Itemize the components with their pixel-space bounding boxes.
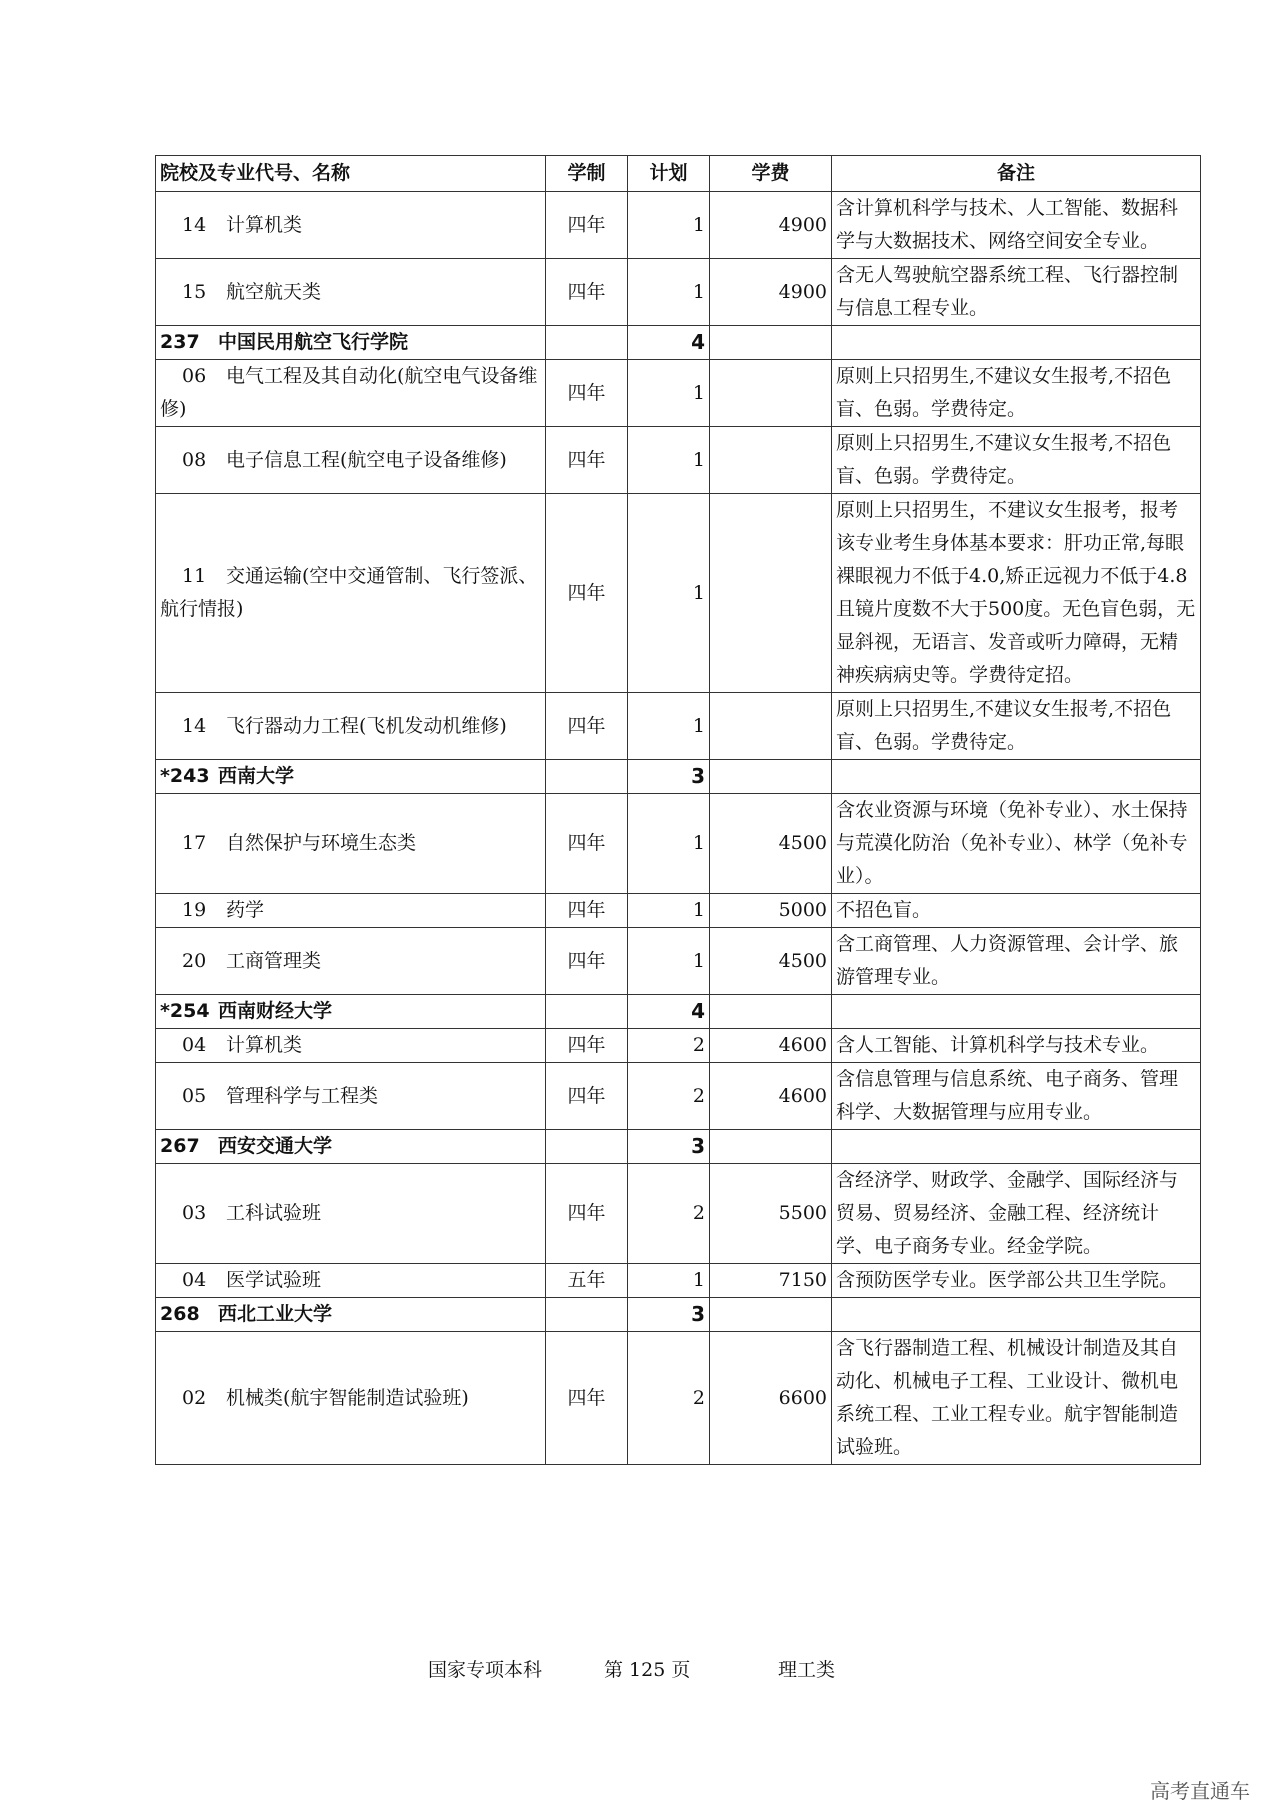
school-years-cell (546, 1130, 628, 1164)
major-row (156, 794, 1201, 894)
major-name-cell (156, 360, 546, 427)
major-plan-cell: 1 (628, 427, 710, 494)
major-years-cell: 五年 (546, 1264, 628, 1298)
school-note-cell (832, 326, 1201, 360)
major-years-cell: 四年 (546, 1063, 628, 1130)
major-code: 04 (182, 1034, 207, 1056)
school-row (156, 760, 1201, 794)
major-code: 15 (182, 280, 207, 303)
major-plan-cell: 1 (628, 259, 710, 326)
major-plan-cell: 1 (628, 894, 710, 928)
major-row (156, 259, 1201, 326)
school-name-cell (156, 326, 546, 360)
major-plan-cell: 2 (628, 1332, 710, 1465)
watermark: 高考直通车 (1150, 1779, 1250, 1803)
major-fee-cell: 4600 (710, 1063, 832, 1130)
school-years-cell (546, 326, 628, 360)
major-name: 自然保护与环境生态类 (226, 832, 417, 854)
school-plan-cell: 4 (628, 995, 710, 1029)
school-plan-cell: 3 (628, 1298, 710, 1332)
major-note-cell: 不招色盲。 (832, 894, 1201, 928)
school-name: 西南大学 (218, 765, 295, 787)
major-note-cell: 含无人驾驶航空器系统工程、飞行器控制与信息工程专业。 (832, 259, 1201, 326)
school-code: *243 (160, 765, 210, 787)
school-fee-cell (710, 326, 832, 360)
major-row (156, 1063, 1201, 1130)
school-years-cell (546, 1298, 628, 1332)
major-years-cell: 四年 (546, 794, 628, 894)
major-note-cell: 含计算机科学与技术、人工智能、数据科学与大数据技术、网络空间安全专业。 (832, 192, 1201, 259)
school-fee-cell (710, 1298, 832, 1332)
major-name: 管理科学与工程类 (226, 1084, 379, 1107)
major-plan-cell: 2 (628, 1164, 710, 1264)
major-code: 11 (182, 565, 207, 587)
major-plan-cell: 1 (628, 360, 710, 427)
major-name-cell (156, 1063, 546, 1130)
major-name: 电子信息工程(航空电子设备维修) (226, 448, 507, 471)
major-name-cell (156, 494, 546, 693)
major-row (156, 427, 1201, 494)
major-note-cell: 原则上只招男生,不建议女生报考,不招色盲、色弱。学费待定。 (832, 693, 1201, 760)
major-years-cell: 四年 (546, 259, 628, 326)
major-name: 航空航天类 (226, 280, 322, 303)
school-name-cell (156, 760, 546, 794)
school-name-cell (156, 995, 546, 1029)
major-name-cell (156, 1264, 546, 1298)
school-fee-cell (710, 1130, 832, 1164)
major-fee-cell (710, 693, 832, 760)
major-note-cell: 原则上只招男生,不建议女生报考,不招色盲、色弱。学费待定。 (832, 427, 1201, 494)
major-name: 飞行器动力工程(飞机发动机维修) (226, 714, 507, 737)
major-fee-cell: 4600 (710, 1029, 832, 1063)
major-years-cell: 四年 (546, 427, 628, 494)
school-note-cell (832, 1298, 1201, 1332)
major-name: 工科试验班 (226, 1202, 322, 1224)
major-years-cell: 四年 (546, 928, 628, 995)
school-row (156, 326, 1201, 360)
header-plan: 计划 (628, 156, 710, 192)
school-name: 西北工业大学 (218, 1303, 333, 1325)
school-name-cell (156, 1298, 546, 1332)
major-years-cell: 四年 (546, 360, 628, 427)
major-name: 计算机类 (226, 213, 303, 236)
major-name: 机械类(航宇智能制造试验班) (226, 1386, 469, 1409)
major-fee-cell (710, 427, 832, 494)
major-name: 工商管理类 (226, 949, 322, 972)
school-name: 中国民用航空飞行学院 (218, 331, 409, 353)
school-note-cell (832, 760, 1201, 794)
major-fee-cell: 4900 (710, 192, 832, 259)
major-note-cell: 含预防医学专业。医学部公共卫生学院。 (832, 1264, 1201, 1298)
major-name: 交通运输(空中交通管制、飞行签派、航行情报) (160, 565, 538, 620)
major-plan-cell: 1 (628, 693, 710, 760)
major-years-cell: 四年 (546, 1332, 628, 1465)
major-plan-cell: 2 (628, 1063, 710, 1130)
major-row (156, 360, 1201, 427)
major-years-cell: 四年 (546, 494, 628, 693)
major-note-cell: 原则上只招男生，不建议女生报考，报考该专业考生身体基本要求：肝功正常,每眼裸眼视力不低于4.0,矫正远视力不低于4.8且镜片度数不大于500度。无色盲色弱，无显斜视，无语言、发音或听力障碍，无精神疾病病史等。学费待定招。 (832, 494, 1201, 693)
major-plan-cell: 1 (628, 928, 710, 995)
footer-category: 国家专项本科 (428, 1659, 543, 1681)
major-name-cell (156, 693, 546, 760)
major-row (156, 192, 1201, 259)
major-name-cell (156, 1332, 546, 1465)
header-years: 学制 (546, 156, 628, 192)
major-plan-cell: 1 (628, 192, 710, 259)
major-fee-cell: 4900 (710, 259, 832, 326)
school-years-cell (546, 760, 628, 794)
major-name-cell (156, 1029, 546, 1063)
major-row (156, 1164, 1201, 1264)
major-fee-cell: 4500 (710, 794, 832, 894)
school-note-cell (832, 995, 1201, 1029)
major-name-cell (156, 427, 546, 494)
table-body (156, 192, 1201, 1465)
major-years-cell: 四年 (546, 192, 628, 259)
major-note-cell: 含工商管理、人力资源管理、会计学、旅游管理专业。 (832, 928, 1201, 995)
major-plan-cell: 1 (628, 1264, 710, 1298)
major-row (156, 693, 1201, 760)
school-code: 237 (160, 331, 200, 353)
major-name: 医学试验班 (226, 1269, 322, 1291)
major-note-cell: 原则上只招男生,不建议女生报考,不招色盲、色弱。学费待定。 (832, 360, 1201, 427)
major-plan-cell: 2 (628, 1029, 710, 1063)
school-code: 267 (160, 1135, 200, 1157)
major-years-cell: 四年 (546, 693, 628, 760)
major-note-cell: 含飞行器制造工程、机械设计制造及其自动化、机械电子工程、工业设计、微机电系统工程、工业工程专业。航宇智能制造试验班。 (832, 1332, 1201, 1465)
footer-subject: 理工类 (778, 1659, 836, 1681)
major-code: 05 (182, 1084, 207, 1107)
major-name-cell (156, 928, 546, 995)
major-code: 02 (182, 1386, 207, 1409)
school-plan-cell: 3 (628, 1130, 710, 1164)
major-note-cell: 含农业资源与环境（免补专业）、水土保持与荒漠化防治（免补专业）、林学（免补专业）。 (832, 794, 1201, 894)
major-code: 03 (182, 1202, 207, 1224)
school-row (156, 995, 1201, 1029)
major-row (156, 1332, 1201, 1465)
table-header-row (156, 156, 1201, 192)
school-fee-cell (710, 760, 832, 794)
major-code: 14 (182, 213, 207, 236)
major-name-cell (156, 259, 546, 326)
major-plan-cell: 1 (628, 794, 710, 894)
major-row (156, 1029, 1201, 1063)
major-code: 20 (182, 949, 207, 972)
major-row (156, 1264, 1201, 1298)
school-fee-cell (710, 995, 832, 1029)
major-name-cell (156, 794, 546, 894)
major-fee-cell: 5000 (710, 894, 832, 928)
footer-page-number: 第 125 页 (604, 1659, 691, 1681)
school-plan-cell: 3 (628, 760, 710, 794)
school-row (156, 1130, 1201, 1164)
major-plan-cell: 1 (628, 494, 710, 693)
header-name: 院校及专业代号、名称 (156, 156, 546, 192)
major-code: 19 (182, 899, 207, 921)
school-name: 西南财经大学 (218, 1000, 333, 1022)
major-row (156, 894, 1201, 928)
major-years-cell: 四年 (546, 894, 628, 928)
major-years-cell: 四年 (546, 1029, 628, 1063)
school-years-cell (546, 995, 628, 1029)
major-fee-cell: 7150 (710, 1264, 832, 1298)
major-note-cell: 含经济学、财政学、金融学、国际经济与贸易、贸易经济、金融工程、经济统计学、电子商务专业。经金学院。 (832, 1164, 1201, 1264)
major-code: 14 (182, 714, 207, 737)
major-years-cell: 四年 (546, 1164, 628, 1264)
major-row (156, 494, 1201, 693)
school-code: 268 (160, 1303, 200, 1325)
school-plan-cell: 4 (628, 326, 710, 360)
school-name: 西安交通大学 (218, 1135, 333, 1157)
major-name: 药学 (226, 899, 265, 921)
header-note: 备注 (832, 156, 1201, 192)
major-fee-cell: 6600 (710, 1332, 832, 1465)
major-name-cell (156, 192, 546, 259)
major-note-cell: 含人工智能、计算机科学与技术专业。 (832, 1029, 1201, 1063)
major-fee-cell (710, 494, 832, 693)
school-note-cell (832, 1130, 1201, 1164)
major-code: 06 (182, 365, 207, 387)
major-fee-cell (710, 360, 832, 427)
major-code: 08 (182, 448, 207, 471)
school-row (156, 1298, 1201, 1332)
school-code: *254 (160, 1000, 210, 1022)
major-note-cell: 含信息管理与信息系统、电子商务、管理科学、大数据管理与应用专业。 (832, 1063, 1201, 1130)
major-name-cell (156, 1164, 546, 1264)
major-fee-cell: 4500 (710, 928, 832, 995)
major-code: 17 (182, 832, 207, 854)
page-footer (0, 1655, 1280, 1685)
major-fee-cell: 5500 (710, 1164, 832, 1264)
admission-plan-table (155, 155, 1201, 1465)
major-name: 计算机类 (226, 1034, 303, 1056)
major-row (156, 928, 1201, 995)
header-fee: 学费 (710, 156, 832, 192)
major-name-cell (156, 894, 546, 928)
major-code: 04 (182, 1269, 207, 1291)
major-name: 电气工程及其自动化(航空电气设备维修) (160, 365, 538, 420)
school-name-cell (156, 1130, 546, 1164)
